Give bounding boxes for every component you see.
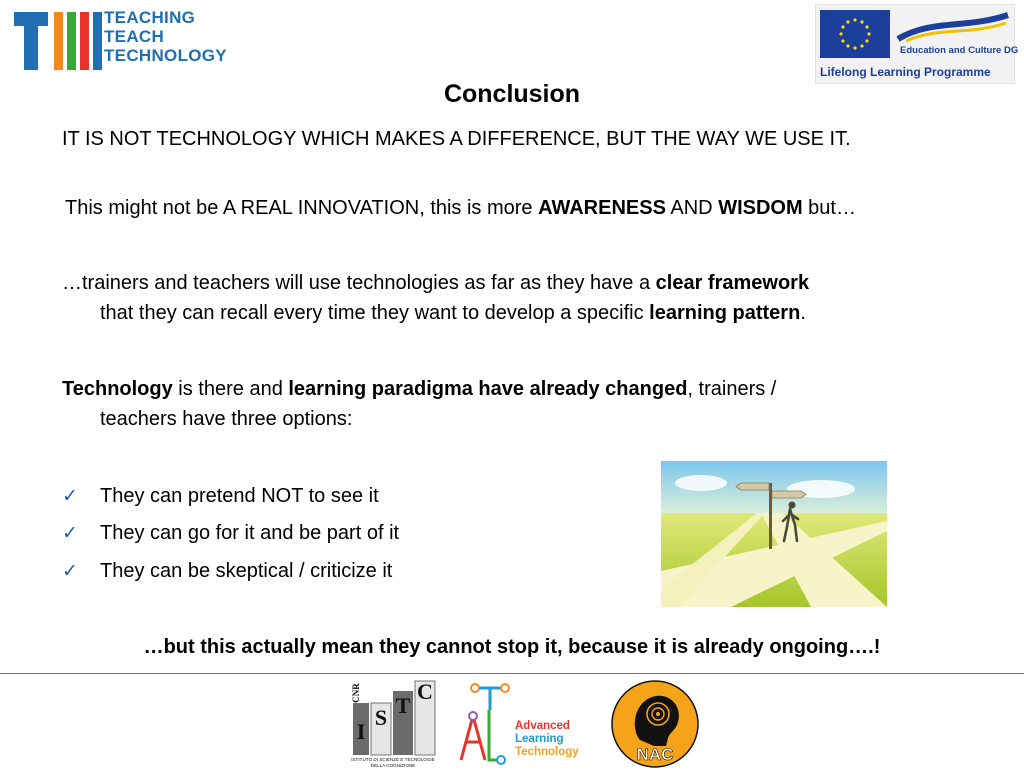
checkmark-icon: ✓ — [62, 523, 78, 544]
list-item — [62, 481, 622, 512]
eu-dg-label: Education and Culture DG — [900, 45, 1019, 56]
istc-cnr-logo — [349, 679, 437, 768]
ttt-logo-word-2: TEACH — [104, 27, 165, 46]
trainers-paragraph-line2: that they can recall every time they want to develop a specific — [100, 302, 650, 324]
eu-flag-icon — [820, 10, 890, 58]
nac-logo — [610, 680, 700, 768]
innovation-line — [65, 193, 1005, 223]
technology-text: Technology — [62, 378, 173, 400]
trainers-paragraph-pre: …trainers and teachers will use technologies as far as they have a — [62, 272, 656, 294]
technology-paragraph-line2: teachers have three options: — [100, 408, 353, 430]
option-text: They can be skeptical / criticize it — [100, 560, 393, 582]
ttt-logo-word-1: TEACHING — [104, 8, 196, 27]
technology-paragraph: Technology is there and learning paradigma have already changed, trainers / teachers have three options: — [62, 374, 942, 434]
istc-caption-2: DELLA COGNIZIONE — [370, 763, 416, 768]
checkmark-icon: ✓ — [62, 486, 78, 507]
innovation-line-post: but… — [802, 197, 856, 219]
teaching-teach-technology-logo — [14, 8, 254, 70]
clear-framework-text: clear framework — [655, 272, 810, 294]
learning-pattern-text: learning pattern — [649, 302, 801, 324]
istc-letter-i: I — [356, 719, 366, 744]
signpost-illustration — [661, 461, 887, 607]
alt-line-learning: Learning — [515, 733, 564, 745]
eu-programme-label: Lifelong Learning Programme — [820, 65, 991, 79]
learning-paradigma-text: learning paradigma have already changed — [288, 378, 688, 400]
istc-cnr-text: CNR — [351, 683, 361, 703]
ttt-logo-word-3: TECHNOLOGY — [104, 46, 227, 65]
advanced-learning-technology-logo — [455, 680, 595, 766]
innovation-line-pre: This might not be A REAL INNOVATION, this is more — [65, 197, 539, 219]
wisdom-text: WISDOM — [718, 197, 803, 219]
awareness-text: AWARENESS — [538, 197, 666, 219]
option-text: They can pretend NOT to see it — [100, 485, 379, 507]
closing-statement: …but this actually mean they cannot stop it, because it is already ongoing….! — [143, 636, 881, 658]
list-item — [62, 556, 622, 587]
alt-line-advanced: Advanced — [515, 720, 570, 732]
istc-letter-s: S — [374, 705, 388, 730]
istc-caption-1: ISTITUTO DI SCIENZE E TECNOLOGIE — [351, 757, 435, 762]
trainers-paragraph: …trainers and teachers will use technologies as far as they have a clear framework that they can recall every time they want to develop a specific learning pattern. — [62, 272, 810, 324]
istc-letter-c: C — [417, 679, 433, 704]
nac-label: NAC — [636, 745, 674, 764]
istc-letter-t: T — [395, 693, 411, 718]
innovation-line-mid: AND — [665, 197, 719, 219]
checkmark-icon: ✓ — [62, 561, 78, 582]
eu-swoosh-icon — [896, 9, 1011, 49]
footer-divider — [0, 673, 1024, 674]
alt-line-technology: Technology — [515, 746, 579, 758]
eu-lifelong-learning-logo — [815, 4, 1019, 84]
option-text: They can go for it and be part of it — [100, 522, 400, 544]
ttt-logo-mark — [14, 12, 106, 70]
statement-line: IT IS NOT TECHNOLOGY WHICH MAKES A DIFFERENCE, BUT THE WAY WE USE IT. — [62, 128, 851, 150]
list-item — [62, 518, 622, 549]
slide-title: Conclusion — [443, 80, 581, 108]
